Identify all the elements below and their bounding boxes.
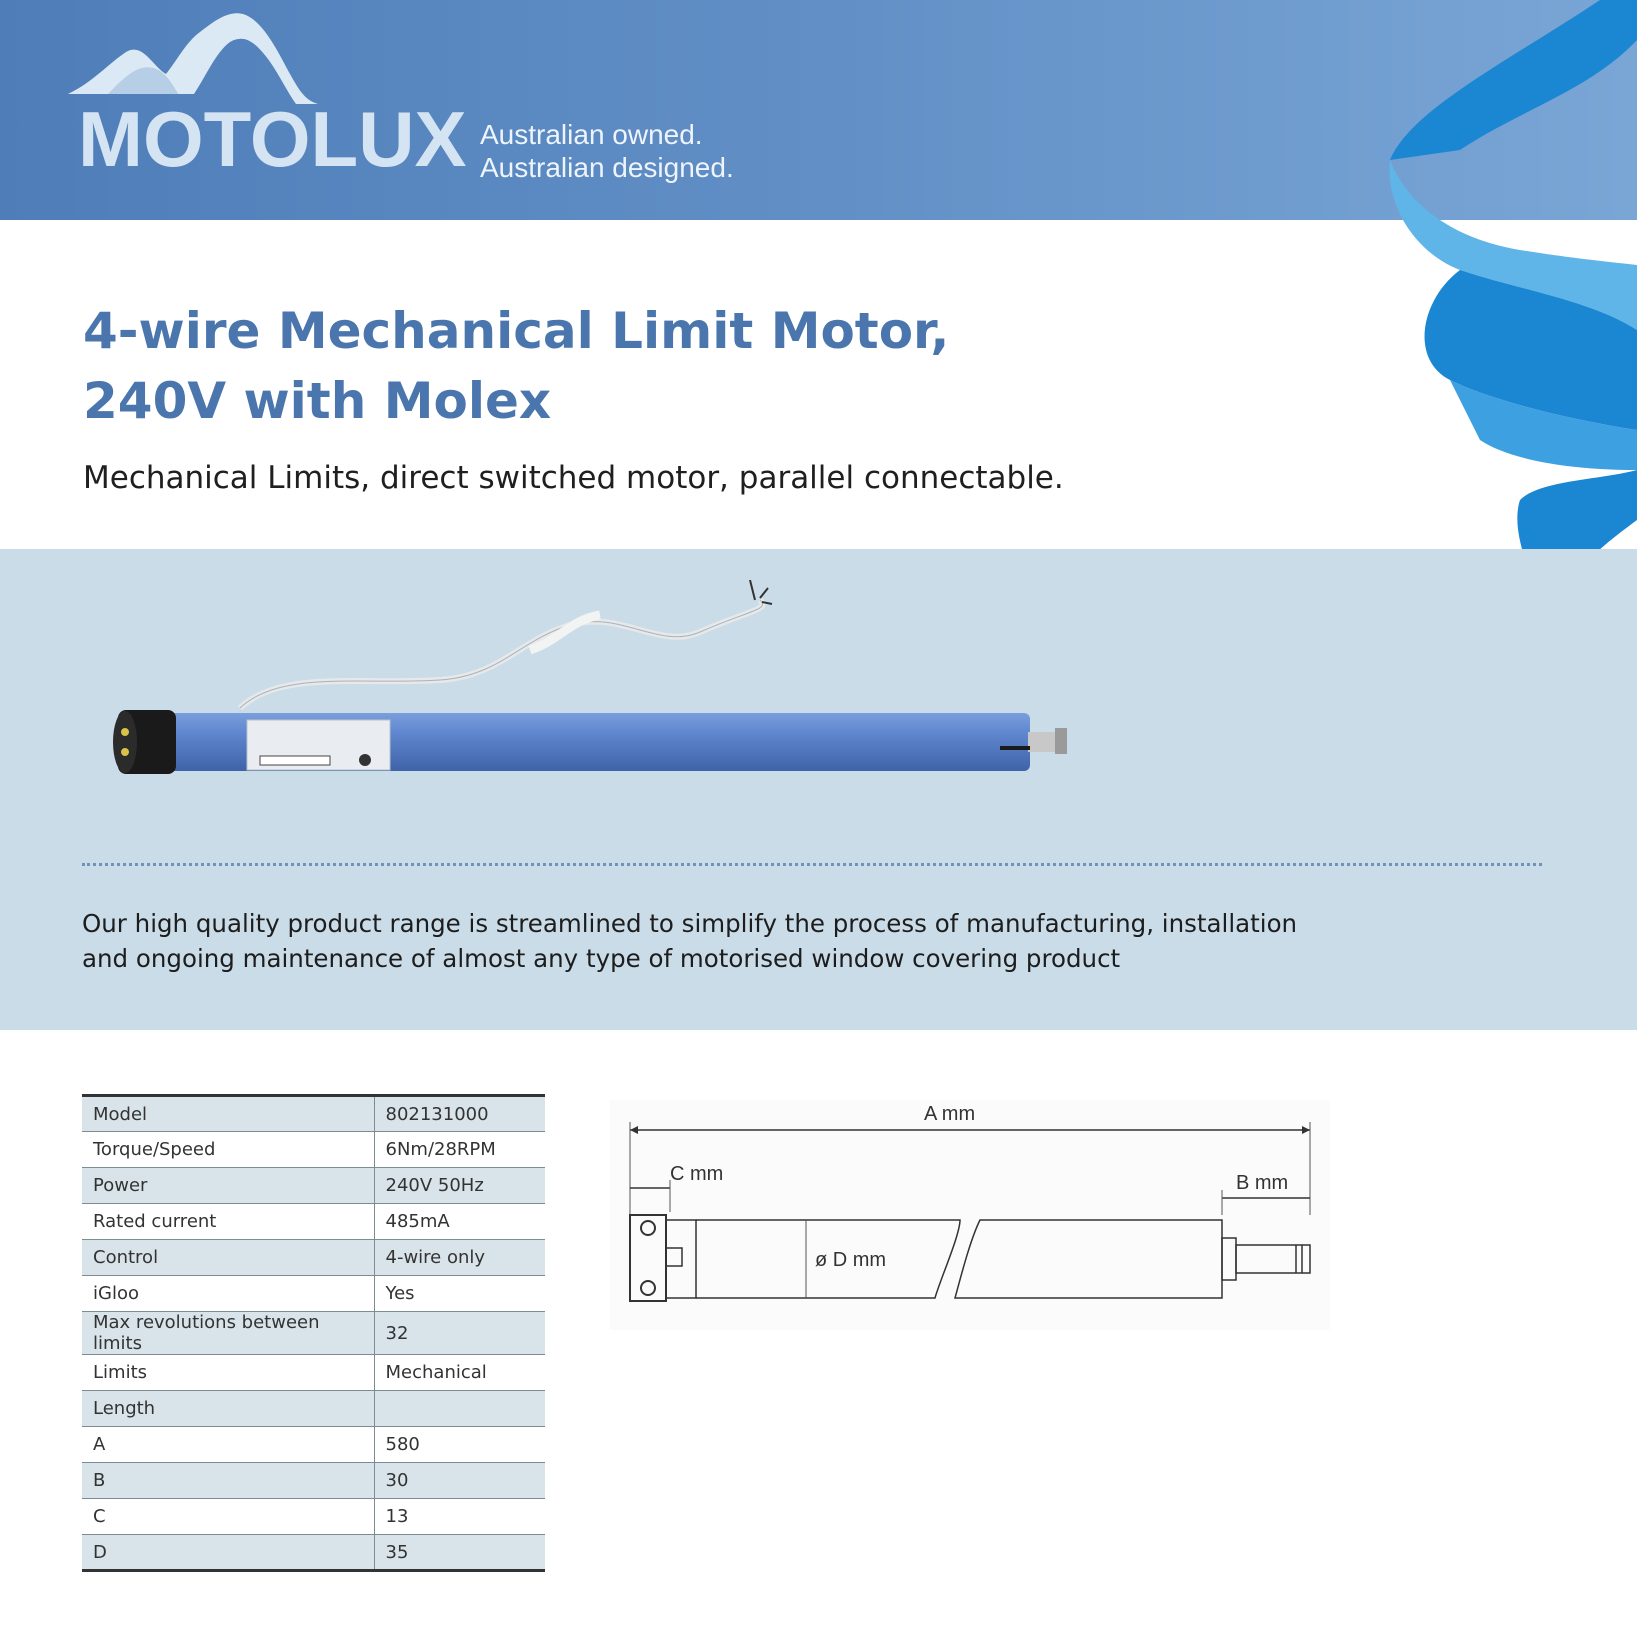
spec-label: Limits xyxy=(82,1355,374,1391)
brand-logo-text: MOTOLUX xyxy=(78,95,467,183)
tagline xyxy=(480,118,734,184)
spec-row xyxy=(82,1168,545,1204)
spec-value xyxy=(374,1391,545,1427)
tubular-motor-image xyxy=(100,580,1100,800)
spec-value: 32 xyxy=(374,1312,545,1355)
spec-row xyxy=(82,1096,545,1132)
spec-label: Power xyxy=(82,1168,374,1204)
spec-label: iGloo xyxy=(82,1276,374,1312)
dotted-divider xyxy=(82,863,1542,866)
spec-value: 13 xyxy=(374,1499,545,1535)
spec-value: 802131000 xyxy=(374,1096,545,1132)
spec-row xyxy=(82,1427,545,1463)
spec-row xyxy=(82,1204,545,1240)
range-description-line-1: Our high quality product range is streamlined to simplify the process of manufacturing, installation xyxy=(82,909,1298,938)
spec-value: 485mA xyxy=(374,1204,545,1240)
product-title-line-2: 240V with Molex xyxy=(83,372,552,430)
spec-row xyxy=(82,1463,545,1499)
product-title-line-1: 4-wire Mechanical Limit Motor, xyxy=(83,302,950,360)
product-title xyxy=(83,296,949,436)
spec-label: Control xyxy=(82,1240,374,1276)
spec-row xyxy=(82,1499,545,1535)
spec-value: 30 xyxy=(374,1463,545,1499)
spec-label: D xyxy=(82,1535,374,1571)
spec-table xyxy=(82,1094,545,1572)
spec-value: 35 xyxy=(374,1535,545,1571)
spec-row xyxy=(82,1240,545,1276)
spec-row xyxy=(82,1391,545,1427)
product-subtitle: Mechanical Limits, direct switched motor, parallel connectable. xyxy=(83,460,1064,496)
label-b-mm: B mm xyxy=(1236,1172,1289,1194)
spec-value: 4-wire only xyxy=(374,1240,545,1276)
spec-row xyxy=(82,1276,545,1312)
spec-label: Rated current xyxy=(82,1204,374,1240)
spec-value: Mechanical xyxy=(374,1355,545,1391)
label-c-mm: C mm xyxy=(670,1163,724,1185)
spec-value: 6Nm/28RPM xyxy=(374,1132,545,1168)
spec-value: Yes xyxy=(374,1276,545,1312)
spec-table-body xyxy=(82,1096,545,1571)
spec-value: 240V 50Hz xyxy=(374,1168,545,1204)
range-description xyxy=(82,906,1482,976)
spec-label: Max revolutions between limits xyxy=(82,1312,374,1355)
spec-value: 580 xyxy=(374,1427,545,1463)
label-a-mm: A mm xyxy=(924,1103,976,1125)
spec-row xyxy=(82,1312,545,1355)
spec-label: B xyxy=(82,1463,374,1499)
spec-label: Torque/Speed xyxy=(82,1132,374,1168)
label-d-mm: ø D mm xyxy=(815,1249,887,1271)
tagline-line-2: Australian designed. xyxy=(480,152,734,183)
spec-row xyxy=(82,1535,545,1571)
spec-row xyxy=(82,1132,545,1168)
spec-label: C xyxy=(82,1499,374,1535)
ribbon-decoration xyxy=(1370,0,1637,620)
spec-label: Model xyxy=(82,1096,374,1132)
spec-label: A xyxy=(82,1427,374,1463)
dimension-diagram xyxy=(610,1100,1330,1330)
range-description-line-2: and ongoing maintenance of almost any type of motorised window covering product xyxy=(82,944,1121,973)
spec-label: Length xyxy=(82,1391,374,1427)
tagline-line-1: Australian owned. xyxy=(480,119,703,150)
spec-row xyxy=(82,1355,545,1391)
